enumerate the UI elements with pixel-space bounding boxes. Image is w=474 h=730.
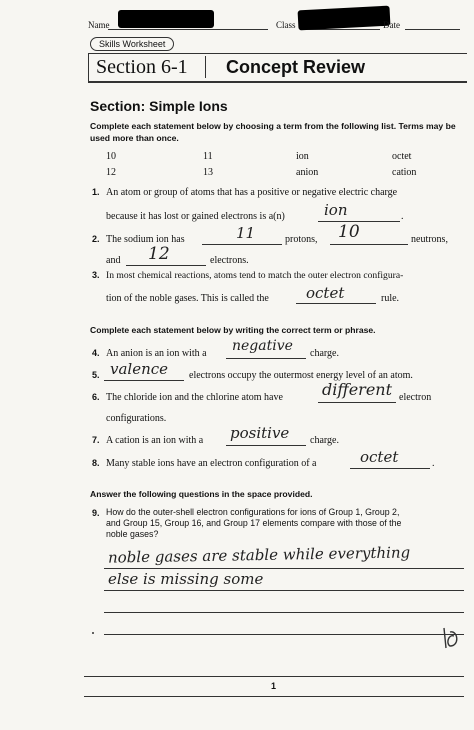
q1-end: . bbox=[401, 211, 404, 222]
q2-handwritten-neutrons: 10 bbox=[338, 222, 360, 242]
q9-handwritten-line1: noble gases are stable while everything bbox=[107, 543, 411, 567]
term-octet: octet bbox=[392, 151, 412, 162]
q3-line1: In most chemical reactions, atoms tend to match the outer electron configura- bbox=[106, 270, 404, 281]
q5-end: electrons occupy the outermost energy level of an atom. bbox=[189, 370, 413, 381]
name-label: Name bbox=[88, 20, 110, 30]
q2-handwritten-protons: 11 bbox=[236, 224, 256, 242]
q9-answer-line-4 bbox=[104, 634, 464, 635]
q2-end: electrons. bbox=[210, 255, 249, 266]
q6-answer-line bbox=[318, 402, 396, 403]
q6-handwritten-answer: different bbox=[322, 380, 393, 399]
page-title: Concept Review bbox=[226, 57, 366, 77]
q2-mid: protons, bbox=[285, 234, 318, 245]
q4-number: 4. bbox=[92, 348, 100, 358]
q9-line3: noble gases? bbox=[106, 529, 159, 539]
term-13: 13 bbox=[203, 167, 213, 178]
q2-handwritten-electrons: 12 bbox=[148, 244, 170, 264]
q2-pre: The sodium ion has bbox=[106, 234, 185, 245]
q9-answer-line-2 bbox=[104, 590, 464, 591]
q8-answer-line bbox=[350, 468, 430, 469]
q6-pre: The chloride ion and the chlorine atom have bbox=[106, 392, 283, 403]
q9-handwritten-line2: else is missing some bbox=[108, 570, 264, 588]
q1-line1: An atom or group of atoms that has a positive or negative electric charge bbox=[106, 187, 398, 198]
instructions-2: Complete each statement below by writing the correct term or phrase. bbox=[90, 325, 376, 335]
q1-number: 1. bbox=[92, 187, 100, 197]
q2-electrons-line bbox=[126, 265, 206, 266]
section-heading: Section: Simple Ions bbox=[90, 98, 228, 114]
date-line bbox=[405, 29, 460, 30]
q2-post: neutrons, bbox=[411, 234, 448, 245]
q4-end: charge. bbox=[310, 348, 339, 359]
q9-number: 9. bbox=[92, 508, 100, 518]
q9-answer-line-3 bbox=[104, 612, 464, 613]
q5-number: 5. bbox=[92, 370, 100, 380]
margin-dot bbox=[92, 632, 94, 634]
skills-worksheet-badge: Skills Worksheet bbox=[90, 37, 174, 51]
name-line bbox=[108, 29, 268, 30]
page-number: 1 bbox=[271, 681, 277, 691]
q8-end: . bbox=[432, 458, 435, 469]
term-anion: anion bbox=[296, 167, 319, 178]
q8-number: 8. bbox=[92, 458, 100, 468]
instructions-1: Complete each statement below by choosing a term from the following list. Terms may be used more than once. bbox=[90, 121, 456, 143]
title-divider bbox=[205, 56, 206, 78]
term-12: 12 bbox=[106, 167, 116, 178]
section-number: Section 6-1 bbox=[96, 56, 188, 78]
term-11: 11 bbox=[203, 151, 213, 162]
footer-rule bbox=[84, 676, 464, 677]
footer-rule-2 bbox=[84, 696, 464, 697]
q2-and: and bbox=[106, 255, 121, 266]
class-label: Class bbox=[276, 20, 296, 30]
q6-line2: configurations. bbox=[106, 413, 167, 424]
q5-answer-line bbox=[104, 380, 184, 381]
redacted-name bbox=[118, 10, 214, 28]
q2-number: 2. bbox=[92, 234, 100, 244]
q9-line2: and Group 15, Group 16, and Group 17 elements compare with those of the bbox=[106, 518, 402, 528]
q8-pre: Many stable ions have an electron configuration of a bbox=[106, 458, 317, 469]
q1-handwritten-answer: ion bbox=[324, 201, 348, 219]
redacted-class bbox=[298, 6, 391, 31]
term-ion: ion bbox=[296, 151, 309, 162]
q4-pre: An anion is an ion with a bbox=[106, 348, 207, 359]
q6-number: 6. bbox=[92, 392, 100, 402]
q9-answer-line-1 bbox=[104, 568, 464, 569]
q3-answer-line bbox=[296, 303, 376, 304]
q7-end: charge. bbox=[310, 435, 339, 446]
q2-protons-line bbox=[202, 244, 282, 245]
q5-handwritten-answer: valence bbox=[110, 360, 169, 378]
q7-pre: A cation is an ion with a bbox=[106, 435, 204, 446]
q3-handwritten-answer: octet bbox=[306, 284, 345, 302]
q3-line2: tion of the noble gases. This is called the bbox=[106, 293, 269, 304]
q7-number: 7. bbox=[92, 435, 100, 445]
q3-end: rule. bbox=[381, 293, 400, 304]
q9-line1: How do the outer-shell electron configurations for ions of Group 1, Group 2, bbox=[106, 507, 400, 517]
term-10: 10 bbox=[106, 151, 116, 162]
margin-scribble-mark bbox=[440, 624, 464, 652]
q7-handwritten-answer: positive bbox=[230, 424, 290, 442]
q1-line2: because it has lost or gained electrons is a(n) bbox=[106, 211, 285, 222]
instructions-3: Answer the following questions in the space provided. bbox=[90, 489, 313, 499]
q3-number: 3. bbox=[92, 270, 100, 280]
q4-answer-line bbox=[226, 358, 306, 359]
q6-end: electron bbox=[399, 392, 432, 403]
term-cation: cation bbox=[392, 167, 417, 178]
q7-answer-line bbox=[226, 445, 306, 446]
date-label: Date bbox=[383, 20, 400, 30]
q8-handwritten-answer: octet bbox=[360, 448, 399, 466]
q2-neutrons-line bbox=[330, 244, 408, 245]
q4-handwritten-answer: negative bbox=[232, 338, 293, 354]
